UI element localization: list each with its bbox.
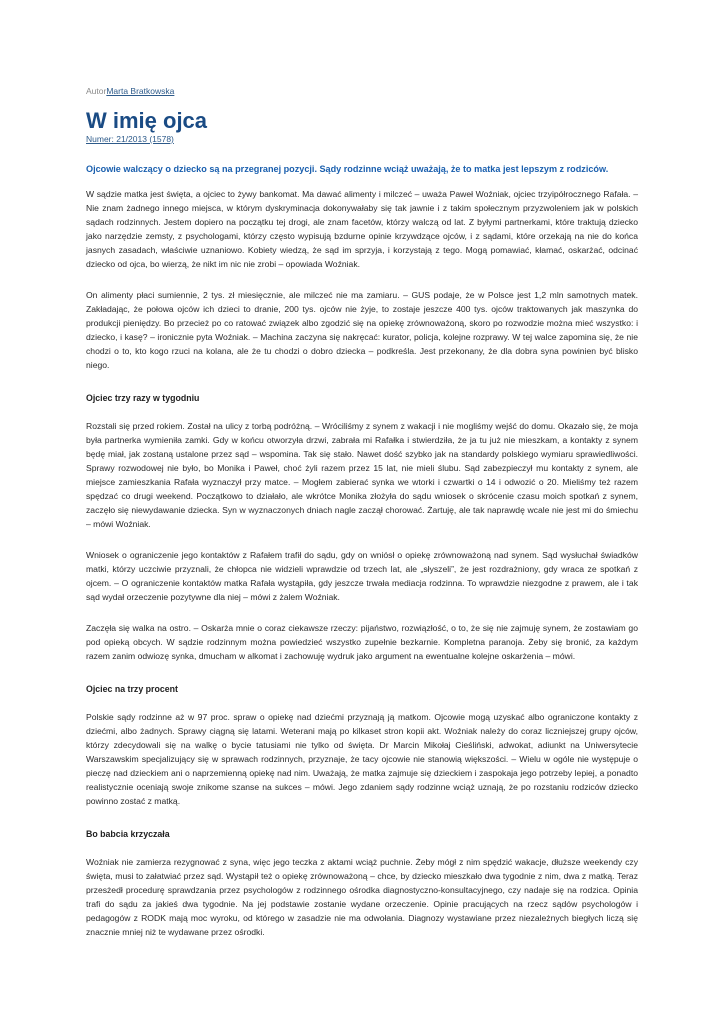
- article-paragraph: Wniosek o ograniczenie jego kontaktów z Rafałem trafił do sądu, gdy on wniósł o opiekę zrównoważoną nad synem. Sąd wysłuchał świadków matki, którzy uczciwie przyznali, że chłopca nie widzieli wprawdzie od trzech lat, ale „słyszeli”, że jest rozdrażniony, gdy wraca ze spotkań z ojcem. – O ograniczenie kontaktów matka Rafała wystąpiła, gdy jeszcze trwała mediacja rodzinna. To wprawdzie niezgodne z prawem, ale i tak sąd wydał orzeczenie pozytywne dla niej – mówi z żalem Woźniak.: [86, 550, 638, 602]
- section-heading: Ojciec trzy razy w tygodniu: [86, 393, 200, 403]
- author-link[interactable]: Marta Bratkowska: [106, 86, 175, 96]
- article-container: [86, 86, 638, 939]
- author-label: Autor: [86, 86, 107, 96]
- article-paragraph: Woźniak nie zamierza rezygnować z syna, więc jego teczka z aktami wciąż puchnie. Żeby mógł z nim spędzić wakacje, dłuższe weekendy czy święta, musi to załatwiać przez sąd. Wystąpił też o opiekę zrównoważoną – chce, by dziecko mieszkało dwa tygodnie z nim, dwa z matką. Teraz przesżedł procedurę sprawdzania przez psychologów z rodzinnego ośrodka diagnostyczno-konsultacyjnego, czy nadaje się na rodzica. Opinia trafi do sądu za jakieś dwa tygodnie. Na jej podstawie zostanie wydane orzeczenie. Opinie pracujących na rzecz sądów psychologów i pedagogów z RODK mają moc wyroku, od którego w zasadzie nie ma odwołania. Diagnozy wystawiane przez niezależnych biegłych liczą się znacznie mniej niż te wydawane przez ośrodki.: [86, 857, 638, 937]
- article-title: W imię ojca: [86, 108, 208, 133]
- article-lead: Ojcowie walczący o dziecko są na przegranej pozycji. Sądy rodzinne wciąż uważają, że to matka jest lepszym z rodziców.: [86, 164, 609, 174]
- author-line: [86, 86, 638, 97]
- section-heading: Ojciec na trzy procent: [86, 684, 178, 694]
- article-paragraph: Zaczęła się walka na ostro. – Oskarża mnie o coraz ciekawsze rzeczy: pijaństwo, rozwiązłość, o to, że się nie zajmuję synem, że zostawiam go pod opieką obcych. W sądzie rodzinnym można powiedzieć wszystko zupełnie bezkarnie. Kompletna paranoja. Żeby się bronić, za każdym razem zanim odwiozę synka, dmucham w alkomat i zachowuję wydruk jako argument na ewentualne kolejne oskarżenia – mówi.: [86, 623, 638, 661]
- section-heading: Bo babcia krzyczała: [86, 829, 170, 839]
- issue-link[interactable]: Numer: 21/2013 (1578): [86, 134, 174, 144]
- article-paragraph: Polskie sądy rodzinne aż w 97 proc. spraw o opiekę nad dziećmi przyznają ją matkom. Ojcowie mogą uzyskać albo ograniczone kontakty z dziećmi, albo żadnych. Sprawy ciągną się latami. Weterani mają po kilkaset stron kopii akt. Woźniak należy do coraz liczniejszej grupy ojców, którzy zdecydowali się na walkę o bycie tatusiami nie tylko od święta. Dr Marcin Mikołaj Cieśliński, adwokat, adiunkt na Uniwersytecie Warszawskim specjalizujący się w sprawach rodzinnych, przyznaje, że tacy ojcowie nie stanowią większości. – Wielu w ogóle nie występuje o pieczę nad dzieckiem ani o naprzemienną opiekę nad nim. Uważają, że matka zajmuje się dzieckiem i zaspokaja jego potrzeby lepiej, a ponadto realistycznie oceniają swoje znikome szanse na sukces – mówi. Jego zdaniem sądy rodzinne wciąż uznają, że po rozstaniu rodziców dziecko powinno zostać z matką.: [86, 712, 638, 806]
- article-paragraph: Rozstali się przed rokiem. Został na ulicy z torbą podróżną. – Wróciliśmy z synem z wakacji i nie mogliśmy wejść do domu. Okazało się, że moja była partnerka wymieniła zamki. Gdy w końcu otworzyła drzwi, zabrała mi Rafałka i stwierdziła, że ja tu już nie mieszkam, a kontakty z synem będę miał, jak zostaną ustalone przez sąd – wspomina. Tak się stało. Nawet dość szybko jak na standardy polskiego wymiaru sprawiedliwości. Sprawy rozwodowej nie było, bo Monika i Paweł, choć żyli razem przez 15 lat, nie mieli ślubu. Sąd zabezpieczył mu kontakty z synem, ale miejsce zamieszkania Rafała wyznaczył przy matce. – Mogłem zabierać synka we wtorki i czwartki o 14 i odwozić o 20. Mieliśmy też razem spędzać co drugi weekend. Początkowo to działało, ale wkrótce Monika złożyła do sądu wniosek o skrócenie czasu moich spotkań z synem, zaczęło się niewydawanie dziecka. Syn w wyznaczonych dniach nagle zaczął chorować. Żartuję, ale tak naprawdę wcale nie jest mi do śmiechu – mówi Woźniak.: [86, 421, 638, 529]
- article-paragraph: On alimenty płaci sumiennie, 2 tys. zł miesięcznie, ale milczeć nie ma zamiaru. – GUS podaje, że w Polsce jest 1,2 mln samotnych matek. Zakładając, że połowa ojców ich dzieci to dranie, 200 tys. ojców nie żyje, to zostaje jeszcze 400 tys. ojców traktowanych jak maszynka do produkcji pieniędzy. Bo przecież po co ratować związek albo zgodzić się na opiekę zrównoważoną, skoro po rozwodzie można mieć wszystko: i dziecko, i kasę? – ironicznie pyta Woźniak. – Machina zaczyna się nakręcać: kurator, policja, kolejne rozprawy. W tej walce zapomina się, że nie chodzi o to, kto kogo rzuci na kolana, ale że tu chodzi o dobro dziecka – podkreśla. Jest przekonany, że dla dobra syna powinien być blisko niego.: [86, 290, 638, 370]
- article-paragraph: W sądzie matka jest święta, a ojciec to żywy bankomat. Ma dawać alimenty i milczeć – uważa Paweł Woźniak, ojciec trzyipółrocznego Rafała. – Nie znam żadnego innego miejsca, w którym dyskryminacja dokonywałaby się tak jawnie i z takim społecznym przyzwoleniem jak w polskich sądach rodzinnych. Jestem dopiero na początku tej drogi, ale znam facetów, którzy walczą od lat. Z byłymi partnerkami, które traktują dziecko jako narzędzie zemsty, z psychologami, którzy często wypisują bzdurne opinie krzywdzące ojców, i z sądami, które orzekają na nie do końca jasnych zasadach, właściwie uznaniowo. Kobiety wiedzą, że sąd im sprzyja, i korzystają z tego. Mogą pomawiać, kłamać, oskarżać, odcinać dziecko od ojca, bo wierzą, że nikt im nic nie zrobi – opowiada Woźniak.: [86, 189, 638, 269]
